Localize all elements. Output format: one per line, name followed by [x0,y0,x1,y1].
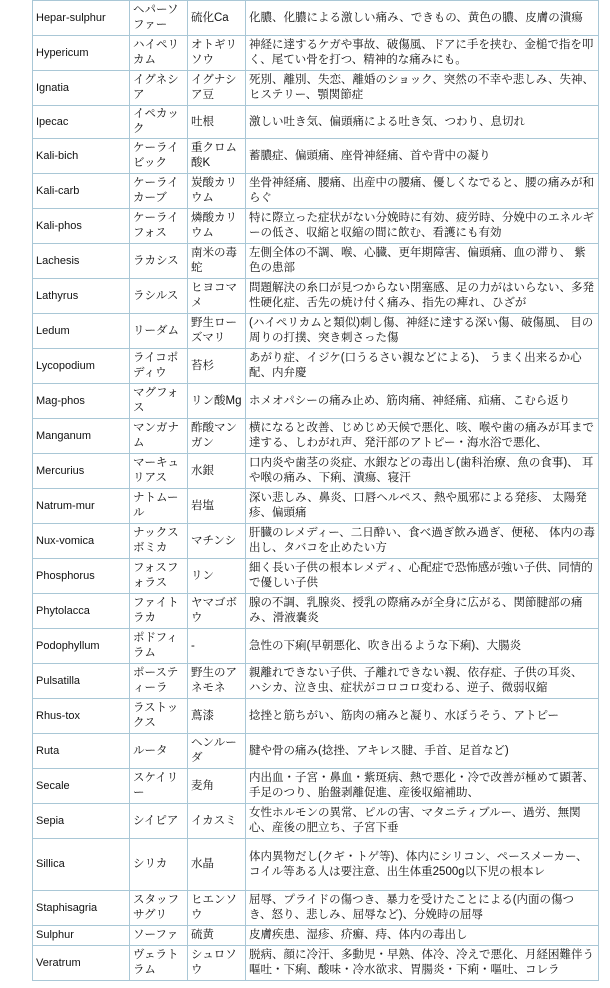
remedy-description: 急性の下痢(早朝悪化、吹き出るような下痢)、大腸炎 [246,629,598,663]
table-row [33,594,598,628]
remedy-description: 坐骨神経痛、腰痛、出産中の腰痛、優しくなでると、腰の痛みが和らぐ [246,174,598,208]
remedy-latin-name: Natrum-mur [33,489,129,523]
remedy-source: イグナシア豆 [188,71,245,105]
remedy-source: 苔杉 [188,349,245,383]
remedy-source: イカスミ [188,804,245,838]
remedy-table-container [32,0,598,981]
remedy-source: 酢酸マンガン [188,419,245,453]
table-row [33,139,598,173]
remedy-latin-name: Lycopodium [33,349,129,383]
remedy-latin-name: Kali-phos [33,209,129,243]
remedy-kana-name: イペカック [130,106,187,138]
remedy-description: 細く長い子供の根本レメディ、心配症で恐怖感が強い子供、同情的で優しい子供 [246,559,598,593]
remedy-source: リン酸Mg [188,384,245,418]
remedy-latin-name: Secale [33,769,129,803]
table-row [33,839,598,890]
remedy-description: 腱や骨の痛み(捻挫、アキレス腱、手首、足首など) [246,734,598,768]
table-row [33,926,598,945]
remedy-description: 深い悲しみ、鼻炎、口唇ヘルペス、熱や風邪による発疹、 太陽発疹、偏頭痛 [246,489,598,523]
remedy-latin-name: Hepar-sulphur [33,1,129,35]
table-row [33,454,598,488]
table-row [33,664,598,698]
table-row [33,209,598,243]
table-row [33,419,598,453]
remedy-kana-name: ヘパーソファー [130,1,187,35]
remedy-source: リン [188,559,245,593]
table-row [33,769,598,803]
remedy-description: 捻挫と筋ちがい、筋肉の痛みと凝り、水ぼうそう、アトピー [246,699,598,733]
table-row [33,734,598,768]
table-row [33,71,598,105]
remedy-description: 屈辱、プライドの傷つき、暴力を受けたことによる(内面の傷つき、怒り、悲しみ、屈辱など)、分娩時の屈辱 [246,891,598,925]
remedy-source: 岩塩 [188,489,245,523]
remedy-kana-name: マーキュリアス [130,454,187,488]
remedy-kana-name: ポドフィラム [130,629,187,663]
table-row [33,244,598,278]
remedy-source: ヤマゴボウ [188,594,245,628]
remedy-source: 吐根 [188,106,245,138]
remedy-latin-name: Lachesis [33,244,129,278]
remedy-source: 麦角 [188,769,245,803]
remedy-description: (ハイペリカムと類似)刺し傷、神経に達する深い傷、破傷風、 目の周りの打撲、突き刺さった傷 [246,314,598,348]
remedy-kana-name: ラカシス [130,244,187,278]
remedy-description: 腺の不調、乳腺炎、授乳の際痛みが全身に広がる、関節腱部の痛み、滑液嚢炎 [246,594,598,628]
remedy-kana-name: ソーファ [130,926,187,945]
remedy-table [32,0,599,981]
table-row [33,489,598,523]
remedy-latin-name: Sillica [33,839,129,890]
remedy-kana-name: スタッフサグリ [130,891,187,925]
remedy-source: ヒヨコマメ [188,279,245,313]
remedy-latin-name: Veratrum [33,946,129,980]
remedy-description: 化膿、化膿による激しい痛み、できもの、黄色の膿、皮膚の潰瘍 [246,1,598,35]
remedy-kana-name: ナックスボミカ [130,524,187,558]
remedy-table-body [33,1,598,980]
remedy-description: ホメオパシーの痛み止め、筋肉痛、神経痛、疝痛、こむら返り [246,384,598,418]
remedy-latin-name: Phytolacca [33,594,129,628]
remedy-kana-name: ラストックス [130,699,187,733]
remedy-kana-name: ケーライカーブ [130,174,187,208]
table-row [33,559,598,593]
remedy-description: 肝臓のレメディー、二日酔い、食べ過ぎ飲み過ぎ、便秘、 体内の毒出し、タバコを止めたい方 [246,524,598,558]
table-row [33,699,598,733]
remedy-latin-name: Staphisagria [33,891,129,925]
remedy-description: 親離れできない子供、子離れできない親、依存症、子供の耳炎、 ハシカ、泣き虫、症状がコロコロ変わる、逆子、微弱収縮 [246,664,598,698]
table-row [33,106,598,138]
remedy-kana-name: リーダム [130,314,187,348]
remedy-description: 横になると改善、じめじめ天候で悪化、咳、喉や歯の痛みが耳まで達する、しわがれ声、発汗部のアトピー・海水浴で悪化、 [246,419,598,453]
remedy-latin-name: Kali-carb [33,174,129,208]
remedy-latin-name: Sulphur [33,926,129,945]
remedy-kana-name: マグフォス [130,384,187,418]
remedy-latin-name: Rhus-tox [33,699,129,733]
remedy-kana-name: ラシルス [130,279,187,313]
remedy-latin-name: Mag-phos [33,384,129,418]
remedy-latin-name: Phosphorus [33,559,129,593]
remedy-kana-name: ポースティーラ [130,664,187,698]
remedy-source: 燐酸カリウム [188,209,245,243]
remedy-latin-name: Nux-vomica [33,524,129,558]
remedy-kana-name: ハイペリカム [130,36,187,70]
remedy-source: 硫黄 [188,926,245,945]
remedy-description: 口内炎や歯茎の炎症、水銀などの毒出し(歯科治療、魚の食事)、 耳や喉の痛み、下痢、潰瘍、寝汗 [246,454,598,488]
remedy-source: 水晶 [188,839,245,890]
table-row [33,524,598,558]
remedy-kana-name: イグネシア [130,71,187,105]
remedy-source: オトギリソウ [188,36,245,70]
table-row [33,891,598,925]
remedy-kana-name: ヴェラトラム [130,946,187,980]
remedy-source: ヒエンソウ [188,891,245,925]
remedy-description: 神経に達するケガや事故、破傷風、ドアに手を挟む、金槌で指を叩く、尾てい骨を打つ、精神的な痛みにも。 [246,36,598,70]
remedy-latin-name: Pulsatilla [33,664,129,698]
remedy-kana-name: スケイリー [130,769,187,803]
table-row [33,174,598,208]
table-row [33,279,598,313]
remedy-source: 野生ローズマリ [188,314,245,348]
table-row [33,629,598,663]
remedy-latin-name: Ledum [33,314,129,348]
remedy-latin-name: Hypericum [33,36,129,70]
remedy-source: 重クロム酸K [188,139,245,173]
remedy-latin-name: Kali-bich [33,139,129,173]
table-row [33,1,598,35]
remedy-source: シュロソウ [188,946,245,980]
remedy-description: 脱病、顔に冷汗、多動児・早熟、体冷、冷えで悪化、月経困難伴う嘔吐・下痢、酸味・冷水欲求、胃腸炎・下痢・嘔吐、コレラ [246,946,598,980]
remedy-description: 皮膚疾患、湿疹、疥癬、痔、体内の毒出し [246,926,598,945]
remedy-description: 激しい吐き気、偏頭痛による吐き気、つわり、息切れ [246,106,598,138]
remedy-latin-name: Ipecac [33,106,129,138]
table-row [33,36,598,70]
remedy-kana-name: ナトムール [130,489,187,523]
remedy-source: 炭酸カリウム [188,174,245,208]
remedy-kana-name: ライコポディウ [130,349,187,383]
remedy-kana-name: ケーライフォス [130,209,187,243]
remedy-latin-name: Ruta [33,734,129,768]
remedy-source: 硫化Ca [188,1,245,35]
remedy-description: 左側全体の不調、喉、心臓、更年期障害、偏頭痛、血の滞り、 紫色の患部 [246,244,598,278]
remedy-source: ヘンルーダ [188,734,245,768]
remedy-kana-name: シイピア [130,804,187,838]
remedy-source: 南米の毒蛇 [188,244,245,278]
table-row [33,314,598,348]
remedy-description: 特に際立った症状がない分娩時に有効、疲労時、分娩中のエネルギーの低さ、収縮と収縮の間に飲む、看護にも有効 [246,209,598,243]
remedy-description: あがり症、イジケ(口うるさい親などによる)、 うまく出来るか心配、内弁慶 [246,349,598,383]
table-row [33,946,598,980]
remedy-latin-name: Mercurius [33,454,129,488]
remedy-latin-name: Sepia [33,804,129,838]
remedy-description: 死別、離別、失恋、離婚のショック、突然の不幸や悲しみ、失神、 ヒステリー、顎関節症 [246,71,598,105]
remedy-source: 野生のアネモネ [188,664,245,698]
remedy-latin-name: Manganum [33,419,129,453]
remedy-description: 蓄膿症、偏頭痛、座骨神経痛、首や背中の凝り [246,139,598,173]
remedy-source: 蔦漆 [188,699,245,733]
table-row [33,384,598,418]
remedy-kana-name: ルータ [130,734,187,768]
remedy-source: - [188,629,245,663]
remedy-source: 水銀 [188,454,245,488]
remedy-description: 女性ホルモンの異常、ピルの害、マタニティブルー、過労、無関心、産後の肥立ち、子宮下垂 [246,804,598,838]
remedy-description: 体内異物だし(クギ・トゲ等)、体内にシリコン、ペースメーカー、コイル等ある人は要注意、出生体重2500g以下児の根本レ [246,839,598,890]
remedy-kana-name: ファイトラカ [130,594,187,628]
remedy-latin-name: Lathyrus [33,279,129,313]
remedy-source: マチンシ [188,524,245,558]
remedy-kana-name: マンガナム [130,419,187,453]
table-row [33,349,598,383]
remedy-latin-name: Ignatia [33,71,129,105]
remedy-kana-name: シリカ [130,839,187,890]
table-row [33,804,598,838]
remedy-kana-name: フォスフォラス [130,559,187,593]
remedy-kana-name: ケーライビック [130,139,187,173]
remedy-latin-name: Podophyllum [33,629,129,663]
remedy-description: 問題解決の糸口が見つからない閉塞感、足の力がはいらない、多発性硬化症、舌先の焼け付く痛み、指先の痺れ、ひざが [246,279,598,313]
remedy-description: 内出血・子宮・鼻血・紫斑病、熱で悪化・冷で改善が極めて顕著、手足のつり、胎盤剥離促進、産後収縮補助、 [246,769,598,803]
